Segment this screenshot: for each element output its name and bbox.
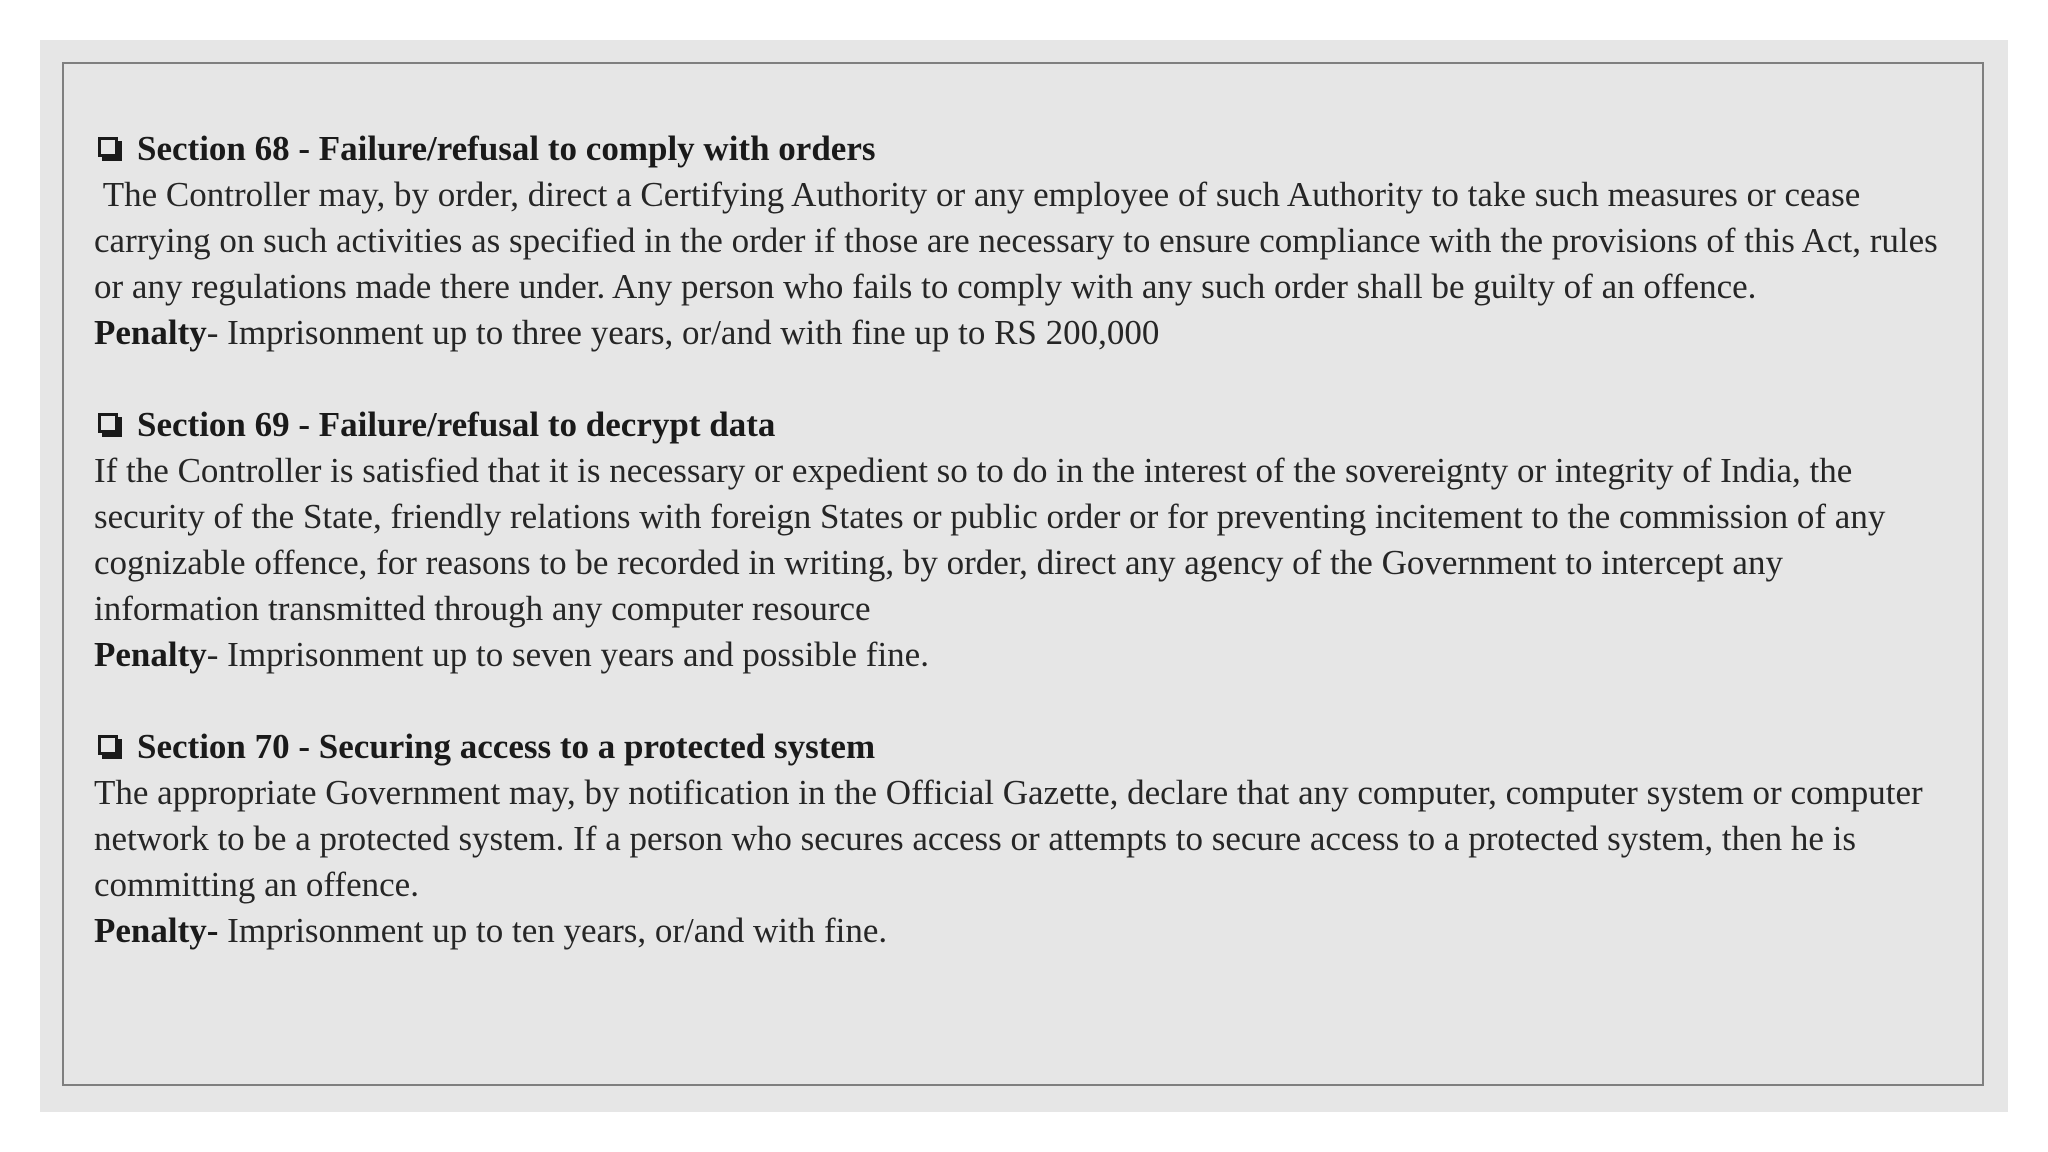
section-68: [94, 126, 1954, 356]
penalty-line: [94, 908, 1954, 954]
penalty-label: Penalty-: [94, 911, 219, 950]
section-heading-text: Section 70 - Securing access to a protected system: [137, 727, 876, 766]
checkbox-bullet-icon: [98, 735, 118, 755]
checkbox-bullet-icon: [98, 137, 118, 157]
section-body-text: The Controller may, by order, direct a Certifying Authority or any employee of such Authority to take such measures or cease carrying on such activities as specified in the order if those are necessary to ensure compliance with the provisions of this Act, rules or any regulations made there under. Any person who fails to comply with any such order shall be guilty of an offence.: [94, 175, 1947, 306]
section-69: [94, 402, 1954, 678]
section-heading: [94, 126, 1954, 172]
section-heading: [94, 402, 1954, 448]
penalty-label: Penalty: [94, 313, 207, 352]
section-body: [94, 770, 1954, 908]
penalty-line: [94, 632, 1954, 678]
penalty-label: Penalty: [94, 635, 207, 674]
section-heading-text: Section 68 - Failure/refusal to comply with orders: [137, 129, 876, 168]
penalty-text: - Imprisonment up to three years, or/and with fine up to RS 200,000: [206, 313, 1160, 352]
section-heading-text: Section 69 - Failure/refusal to decrypt data: [137, 405, 776, 444]
section-body-text: The appropriate Government may, by notification in the Official Gazette, declare that any computer, computer system or computer network to be a protected system. If a person who secures access or attempts to secure access to a protected system, then he is committing an offence.: [94, 773, 1923, 904]
slide-content: [94, 126, 1954, 1000]
section-body-text: If the Controller is satisfied that it is necessary or expedient so to do in the interest of the sovereignty or integrity of India, the security of the State, friendly relations with foreign States or public order or for preventing incitement to the commission of any cognizable offence, for reasons to be recorded in writing, by order, direct any agency of the Government to intercept any information transmitted through any computer resource: [94, 451, 1886, 628]
section-70: [94, 724, 1954, 954]
penalty-text: - Imprisonment up to seven years and possible fine.: [206, 635, 929, 674]
penalty-line: [94, 310, 1954, 356]
penalty-text: Imprisonment up to ten years, or/and with fine.: [218, 911, 888, 950]
section-heading: [94, 724, 1954, 770]
section-body: [94, 172, 1954, 310]
section-body: [94, 448, 1954, 632]
checkbox-bullet-icon: [98, 413, 118, 433]
